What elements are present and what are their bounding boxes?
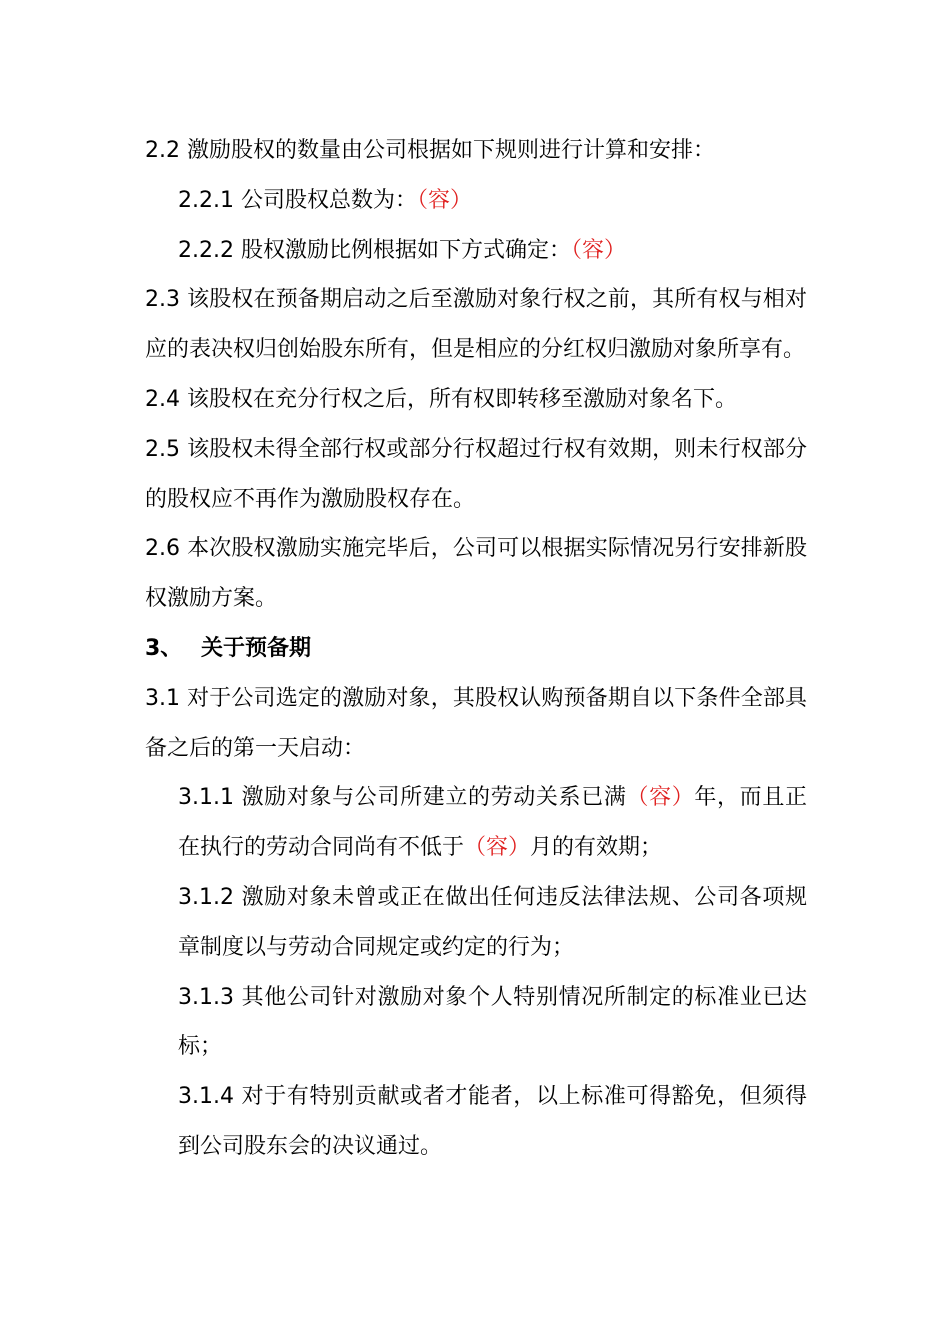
clause-2-2: 2.2 激励股权的数量由公司根据如下规则进行计算和安排： [145, 138, 715, 163]
clause-2-3: 2.3 该股权在预备期启动之后至激励对象行权之前，其所有权与相对应的表决权归创始股东所有，但是相应的分红权归激励对象所享有。 [145, 287, 807, 363]
placeholder-blank: （容） [416, 187, 472, 213]
clause-3-1-4: 3.1.4 对于有特别贡献或者才能者，以上标准可得豁免，但须得到公司股东会的决议通过。 [178, 1084, 807, 1159]
section-title: 关于预备期 [201, 635, 312, 661]
clause-3-1-1-part1: 3.1.1 激励对象与公司所建立的劳动关系已满 [178, 785, 627, 811]
placeholder-blank: （容） [626, 785, 695, 811]
clause-3-1-3: 3.1.3 其他公司针对激励对象个人特别情况所制定的标准业已达标； [178, 984, 807, 1060]
clause-2-4: 2.4 该股权在充分行权之后，所有权即转移至激励对象名下。 [145, 386, 737, 412]
clause-3-1: 3.1 对于公司选定的激励对象，其股权认购预备期自以下条件全部具备之后的第一天启动： [145, 685, 807, 761]
clause-2-2-2 [145, 226, 807, 276]
clause-2-6: 2.6 本次股权激励实施完毕后，公司可以根据实际情况另行安排新股权激励方案。 [145, 536, 807, 612]
section-3-heading [145, 624, 807, 674]
clause-3-1-1-part2: 年，而且正在执行的劳动合同尚有不低于 [178, 785, 807, 861]
placeholder-blank: （容） [464, 835, 531, 861]
clause-3-1-1-part3: 月的有效期； [530, 835, 663, 861]
clause-2-2-2-text: 2.2.2 股权激励比例根据如下方式确定： [178, 237, 571, 263]
clause-2-2-1-text: 2.2.1 公司股权总数为： [178, 187, 417, 213]
section-number: 3、 [145, 635, 183, 661]
document-body [145, 126, 807, 1172]
placeholder-blank: （容） [570, 237, 626, 263]
clause-2-2-1 [145, 176, 807, 226]
clause-2-5: 2.5 该股权未得全部行权或部分行权超过行权有效期，则未行权部分的股权应不再作为激励股权存在。 [145, 436, 807, 512]
clause-3-1-1 [145, 773, 807, 873]
clause-3-1-2: 3.1.2 激励对象未曾或正在做出任何违反法律法规、公司各项规章制度以与劳动合同规定或约定的行为； [178, 884, 807, 960]
